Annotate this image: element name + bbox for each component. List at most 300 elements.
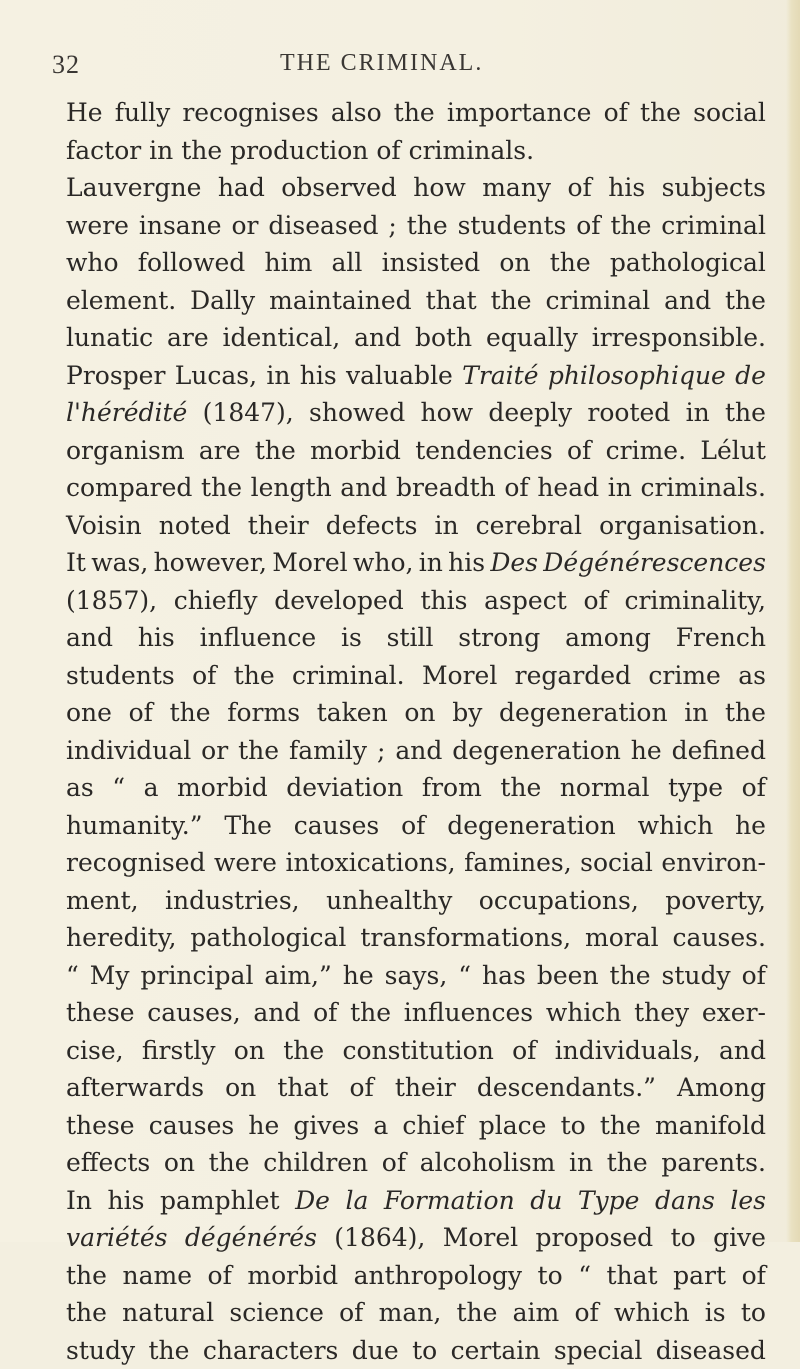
italic-word: Type xyxy=(578,1182,640,1220)
word: deeply xyxy=(488,394,572,432)
word: lunatic xyxy=(66,319,153,357)
word: a xyxy=(373,1107,388,1145)
text-line xyxy=(66,694,766,732)
word: effects xyxy=(66,1144,150,1182)
italic-word: l'hérédité xyxy=(66,394,187,432)
word: crime xyxy=(648,657,720,695)
word: causes xyxy=(294,807,379,845)
word: unhealthy xyxy=(326,882,452,920)
word: aim xyxy=(513,1294,560,1332)
word: the xyxy=(209,1144,250,1182)
text-line xyxy=(66,582,766,620)
word: to xyxy=(561,1107,586,1145)
word: are xyxy=(167,319,209,357)
italic-word: philosophique xyxy=(548,357,726,395)
word: of xyxy=(576,207,600,245)
word: that xyxy=(607,1257,658,1295)
word: chiefly xyxy=(174,582,258,620)
word: developed xyxy=(274,582,404,620)
word: which xyxy=(614,1294,690,1332)
word: the xyxy=(170,694,211,732)
word: the xyxy=(600,1107,641,1145)
word: and xyxy=(340,469,387,507)
word: had xyxy=(218,169,265,207)
text-line xyxy=(66,169,766,207)
word: on xyxy=(404,694,435,732)
text-line xyxy=(66,657,766,695)
word: on xyxy=(225,1069,256,1107)
word: who, xyxy=(353,544,414,582)
word: science xyxy=(229,1294,324,1332)
word: aspect xyxy=(484,582,567,620)
word: the xyxy=(407,207,448,245)
text-line xyxy=(66,244,766,282)
word: Voisin xyxy=(66,507,142,545)
word: has xyxy=(482,957,526,995)
italic-word: les xyxy=(730,1182,766,1220)
word: In xyxy=(66,1182,92,1220)
word: the xyxy=(238,732,279,770)
word: chief xyxy=(402,1107,464,1145)
word: “ xyxy=(458,957,471,995)
body-text xyxy=(66,94,766,1369)
text-line xyxy=(66,1219,766,1257)
text-line xyxy=(66,1332,766,1369)
word: the xyxy=(66,1294,107,1332)
word: equally xyxy=(486,319,578,357)
word: defined xyxy=(672,732,766,770)
word: cise, xyxy=(66,1032,124,1070)
word: to xyxy=(538,1257,563,1295)
word: the xyxy=(610,207,651,245)
word: Morel xyxy=(443,1219,518,1257)
page-number: 32 xyxy=(52,50,80,80)
word: moral xyxy=(585,919,659,957)
text-line xyxy=(66,1257,766,1295)
text-line xyxy=(66,1182,766,1220)
word: forms xyxy=(227,694,300,732)
word: of xyxy=(567,169,591,207)
text-line xyxy=(66,282,766,320)
word: principal xyxy=(140,957,253,995)
word: in xyxy=(684,694,708,732)
word: place xyxy=(479,1107,547,1145)
word: length xyxy=(251,469,332,507)
word: Lauvergne xyxy=(66,169,201,207)
word: the xyxy=(550,244,591,282)
word: deviation xyxy=(286,769,403,807)
word: Lélut xyxy=(700,432,766,470)
word: of xyxy=(129,694,153,732)
text-line xyxy=(66,394,766,432)
text-line xyxy=(66,919,766,957)
word: humanity.” xyxy=(66,807,203,845)
word: element. xyxy=(66,282,176,320)
word: head xyxy=(537,469,599,507)
word: (1864), xyxy=(334,1219,425,1257)
text-line xyxy=(66,94,766,132)
word: special xyxy=(554,1332,643,1369)
word: defects xyxy=(326,507,418,545)
word: family xyxy=(289,732,367,770)
italic-word: dégénérés xyxy=(185,1219,317,1257)
word: to xyxy=(741,1294,766,1332)
word: maintained xyxy=(269,282,412,320)
word: taken xyxy=(317,694,388,732)
word: by xyxy=(452,694,482,732)
word: he xyxy=(248,1107,279,1145)
word: fully xyxy=(115,94,170,132)
word: in xyxy=(608,469,632,507)
word: descendants.” xyxy=(477,1069,656,1107)
word: causes xyxy=(149,1107,234,1145)
word: in xyxy=(569,1144,593,1182)
text-line xyxy=(66,844,766,882)
word: exer- xyxy=(702,994,766,1032)
word: organism xyxy=(66,432,185,470)
word: poverty, xyxy=(665,882,766,920)
word: The xyxy=(224,807,272,845)
word: strong xyxy=(458,619,540,657)
word: pathological xyxy=(190,919,346,957)
word: Morel xyxy=(422,657,497,695)
word: individual xyxy=(66,732,191,770)
word: study xyxy=(661,957,730,995)
text-line xyxy=(66,1032,766,1070)
text-line xyxy=(66,769,766,807)
word: heredity, xyxy=(66,919,176,957)
word: criminal xyxy=(661,207,766,245)
word: he xyxy=(735,807,766,845)
word: manifold xyxy=(655,1107,766,1145)
word: also xyxy=(331,94,382,132)
word: the xyxy=(255,432,296,470)
word: French xyxy=(676,619,766,657)
italic-word: Dégénérescences xyxy=(543,544,766,582)
word: and xyxy=(395,732,442,770)
word: many xyxy=(482,169,551,207)
word: to xyxy=(671,1219,696,1257)
word: these xyxy=(66,994,135,1032)
running-title: THE CRIMINAL. xyxy=(280,50,483,77)
word: the xyxy=(725,282,766,320)
word: from xyxy=(422,769,482,807)
word: criminal. xyxy=(292,657,405,695)
word: identical, xyxy=(222,319,340,357)
word: of xyxy=(382,1144,406,1182)
italic-word: De xyxy=(295,1182,330,1220)
word: that xyxy=(426,282,477,320)
italic-word: variétés xyxy=(66,1219,167,1257)
word: cerebral xyxy=(476,507,582,545)
italic-word: dans xyxy=(655,1182,715,1220)
word: showed xyxy=(309,394,405,432)
word: the xyxy=(394,94,435,132)
word: organisation. xyxy=(599,507,766,545)
word: students xyxy=(66,657,175,695)
word: normal xyxy=(560,769,650,807)
word: (1847), xyxy=(203,394,294,432)
word: degeneration xyxy=(452,732,621,770)
text-line xyxy=(66,994,766,1032)
text-line xyxy=(66,807,766,845)
word: which xyxy=(638,807,714,845)
word: to xyxy=(412,1332,437,1369)
word: influence xyxy=(200,619,317,657)
word: both xyxy=(415,319,472,357)
word: in xyxy=(434,507,458,545)
word: the xyxy=(500,769,541,807)
word: firstly xyxy=(142,1032,216,1070)
word: and xyxy=(253,994,300,1032)
word: and xyxy=(354,319,401,357)
word: alcoholism xyxy=(420,1144,556,1182)
word: says, xyxy=(385,957,448,995)
word: “ xyxy=(578,1257,591,1295)
word: importance xyxy=(447,94,592,132)
word: of xyxy=(350,1069,374,1107)
word: on xyxy=(234,1032,265,1070)
word: the xyxy=(457,1294,498,1332)
italic-word: du xyxy=(530,1182,562,1220)
page-edge xyxy=(786,0,800,1242)
word: of xyxy=(208,1257,232,1295)
word: a xyxy=(144,769,159,807)
word: he xyxy=(343,957,374,995)
word: part xyxy=(673,1257,726,1295)
word: industries, xyxy=(165,882,300,920)
word: in xyxy=(419,544,443,582)
italic-word: la xyxy=(345,1182,368,1220)
text-line xyxy=(66,1107,766,1145)
word: afterwards xyxy=(66,1069,204,1107)
word: and xyxy=(66,619,113,657)
word: children xyxy=(263,1144,368,1182)
word: the xyxy=(283,1032,324,1070)
word: Lucas, xyxy=(175,357,257,395)
word: irresponsible. xyxy=(592,319,766,357)
word: degeneration xyxy=(499,694,668,732)
word: aim,” xyxy=(264,957,331,995)
word: diseased xyxy=(656,1332,766,1369)
word: influences xyxy=(404,994,533,1032)
word: or xyxy=(201,732,228,770)
text-line xyxy=(66,732,766,770)
italic-word: Des xyxy=(490,544,538,582)
word: breadth xyxy=(396,469,496,507)
text-run: factor in the production of criminals. xyxy=(66,132,534,170)
word: one xyxy=(66,694,112,732)
word: as xyxy=(66,769,94,807)
word: crime. xyxy=(606,432,686,470)
word: individuals, xyxy=(555,1032,701,1070)
text-line xyxy=(66,1069,766,1107)
text-line xyxy=(66,319,766,357)
word: social xyxy=(580,844,653,882)
word: compared xyxy=(66,469,192,507)
word: pathological xyxy=(610,244,766,282)
word: transformations, xyxy=(360,919,571,957)
text-line xyxy=(66,1144,766,1182)
word: in xyxy=(266,357,290,395)
word: Among xyxy=(677,1069,766,1107)
word: their xyxy=(395,1069,456,1107)
word: is xyxy=(341,619,362,657)
word: he xyxy=(631,732,662,770)
word: Prosper xyxy=(66,357,165,395)
word: their xyxy=(248,507,309,545)
word: pamphlet xyxy=(160,1182,280,1220)
word: morbid xyxy=(247,1257,338,1295)
word: how xyxy=(421,394,474,432)
word: the xyxy=(607,1144,648,1182)
word: students xyxy=(458,207,567,245)
word: criminality, xyxy=(624,582,765,620)
word: parents. xyxy=(661,1144,766,1182)
word: this xyxy=(420,582,467,620)
word: and xyxy=(664,282,711,320)
text-line xyxy=(66,507,766,545)
word: been xyxy=(537,957,599,995)
word: criminal xyxy=(546,282,651,320)
word: characters xyxy=(203,1332,339,1369)
word: his xyxy=(300,357,337,395)
word: the xyxy=(725,394,766,432)
word: “ xyxy=(112,769,125,807)
word: noted xyxy=(159,507,231,545)
word: certain xyxy=(451,1332,541,1369)
word: morbid xyxy=(177,769,268,807)
word: they xyxy=(634,994,689,1032)
text-line xyxy=(66,207,766,245)
italic-word: Traité xyxy=(462,357,538,395)
word: of xyxy=(401,807,425,845)
running-head xyxy=(52,44,772,80)
word: man, xyxy=(379,1294,442,1332)
word: the xyxy=(149,1332,190,1369)
word: of xyxy=(742,957,766,995)
word: constitution xyxy=(342,1032,493,1070)
word: who xyxy=(66,244,119,282)
word: famines, xyxy=(464,844,572,882)
word: recognises xyxy=(182,94,318,132)
word: natural xyxy=(122,1294,214,1332)
word: his xyxy=(138,619,175,657)
word: intoxications, xyxy=(285,844,455,882)
word: on xyxy=(164,1144,195,1182)
word: is xyxy=(705,1294,726,1332)
word: diseased xyxy=(268,207,378,245)
word: degeneration xyxy=(447,807,616,845)
word: and xyxy=(719,1032,766,1070)
word: followed xyxy=(138,244,246,282)
word: anthropology xyxy=(354,1257,522,1295)
word: the xyxy=(234,657,275,695)
word: among xyxy=(565,619,651,657)
word: the xyxy=(725,694,766,732)
text-line xyxy=(66,1294,766,1332)
word: of xyxy=(313,994,337,1032)
word: of xyxy=(742,769,766,807)
word: rooted xyxy=(587,394,670,432)
word: the xyxy=(640,94,681,132)
word: “ xyxy=(66,957,79,995)
word: observed xyxy=(281,169,397,207)
text-line xyxy=(66,544,766,582)
word: due xyxy=(352,1332,399,1369)
word: valuable xyxy=(346,357,453,395)
word: the xyxy=(610,957,651,995)
word: still xyxy=(387,619,434,657)
word: which xyxy=(546,994,622,1032)
word: or xyxy=(231,207,258,245)
italic-word: de xyxy=(735,357,766,395)
word: on xyxy=(499,244,530,282)
word: causes. xyxy=(673,919,766,957)
word: the xyxy=(491,282,532,320)
word: environ- xyxy=(661,844,766,882)
word: My xyxy=(90,957,130,995)
word: study xyxy=(66,1332,135,1369)
word: of xyxy=(504,469,528,507)
word: of xyxy=(567,432,591,470)
word: subjects xyxy=(662,169,766,207)
word: give xyxy=(713,1219,766,1257)
word: his xyxy=(608,169,645,207)
word: type xyxy=(668,769,723,807)
text-line xyxy=(66,132,766,170)
word: He xyxy=(66,94,103,132)
word: insisted xyxy=(382,244,481,282)
word: name xyxy=(122,1257,192,1295)
word: recognised xyxy=(66,844,206,882)
word: how xyxy=(413,169,466,207)
word: gives xyxy=(293,1107,359,1145)
word: these xyxy=(66,1107,135,1145)
text-line xyxy=(66,619,766,657)
word: his xyxy=(448,544,485,582)
word: the xyxy=(66,1257,107,1295)
word: insane xyxy=(139,207,222,245)
word: social xyxy=(693,94,766,132)
word: his xyxy=(108,1182,145,1220)
text-line xyxy=(66,357,766,395)
word: of xyxy=(512,1032,536,1070)
word: ; xyxy=(388,207,396,245)
word: tendencies xyxy=(415,432,552,470)
word: proposed xyxy=(536,1219,654,1257)
text-line xyxy=(66,469,766,507)
word: in xyxy=(686,394,710,432)
word: (1857), xyxy=(66,582,157,620)
word: however, xyxy=(154,544,267,582)
word: are xyxy=(199,432,241,470)
word: of xyxy=(574,1294,598,1332)
word: criminals. xyxy=(640,469,765,507)
word: as xyxy=(738,657,766,695)
word: Morel xyxy=(272,544,347,582)
word: of xyxy=(192,657,216,695)
text-line xyxy=(66,957,766,995)
word: were xyxy=(66,207,129,245)
text-line xyxy=(66,882,766,920)
word: that xyxy=(277,1069,328,1107)
word: ; xyxy=(377,732,385,770)
word: was, xyxy=(91,544,148,582)
word: all xyxy=(331,244,362,282)
word: It xyxy=(66,544,86,582)
word: of xyxy=(604,94,628,132)
